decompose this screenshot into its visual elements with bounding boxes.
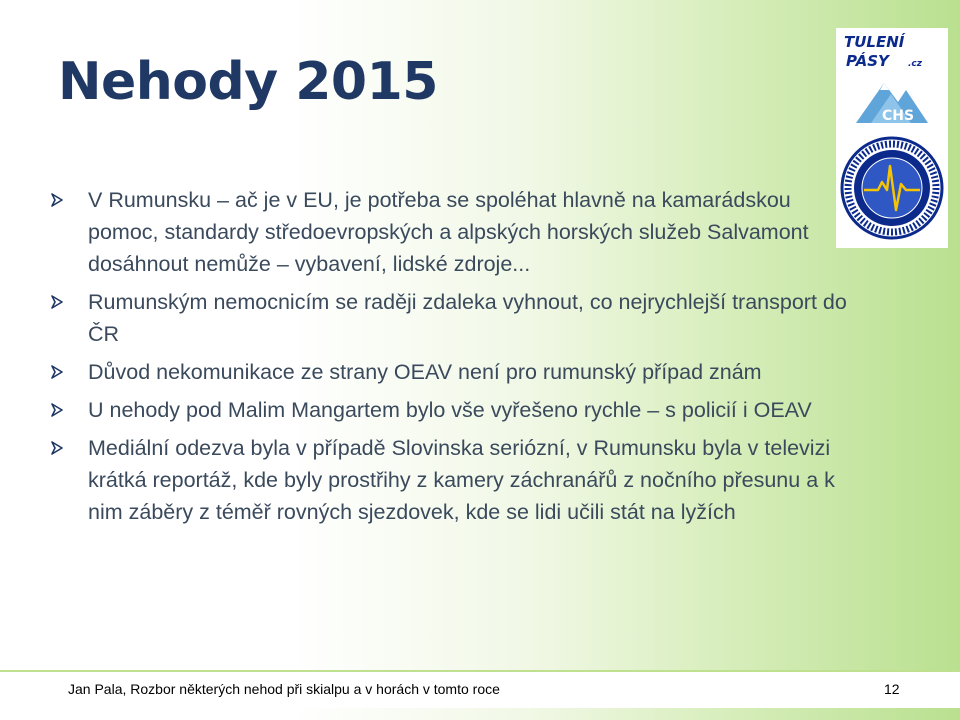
list-item bbox=[50, 432, 850, 528]
faculty-seal-icon bbox=[842, 138, 942, 238]
arrow-bullet-icon bbox=[50, 365, 64, 379]
chs-text: CHS bbox=[882, 108, 915, 124]
tuleni-pasy-chs-logo bbox=[836, 28, 948, 248]
slide-title: Nehody 2015 bbox=[58, 52, 438, 112]
tuleni-text: TULENÍ bbox=[844, 33, 905, 51]
page-number: 12 bbox=[884, 681, 900, 697]
bullet-text: Rumunským nemocnicím se raději zdaleka vyhnout, co nejrychlejší transport do ČR bbox=[88, 290, 847, 346]
arrow-bullet-icon bbox=[50, 403, 64, 417]
bullet-text: U nehody pod Malim Mangartem bylo vše vyřešeno rychle – s policií i OEAV bbox=[88, 398, 812, 422]
list-item bbox=[50, 356, 850, 388]
bullet-text: Důvod nekomunikace ze strany OEAV není pro rumunský případ znám bbox=[88, 360, 762, 384]
cz-text: .cz bbox=[908, 59, 922, 69]
list-item bbox=[50, 286, 850, 350]
arrow-bullet-icon bbox=[50, 193, 64, 207]
arrow-bullet-icon bbox=[50, 295, 64, 309]
bullet-list bbox=[50, 184, 850, 534]
bullet-text: V Rumunsku – ač je v EU, je potřeba se spoléhat hlavně na kamarádskou pomoc, standardy středoevropských a alpských horských služeb Salvamont dosáhnout nemůže – vybavení, lidské zdroje... bbox=[88, 188, 809, 276]
list-item bbox=[50, 394, 850, 426]
bullet-text: Mediální odezva byla v případě Slovinska seriózní, v Rumunsku byla v televizi krátká reportáž, kde byly prostřihy z kamery záchranářů z nočního přesunu a k nim záběry z téměř rovných sjezdovek, kde se lidi učili stát na lyžích bbox=[88, 436, 835, 524]
slide-footer bbox=[0, 670, 960, 708]
pasy-text: PÁSY bbox=[846, 52, 889, 70]
arrow-bullet-icon bbox=[50, 441, 64, 455]
footer-text: Jan Pala, Rozbor některých nehod při skialpu a v horách v tomto roce bbox=[68, 681, 500, 697]
list-item bbox=[50, 184, 850, 280]
